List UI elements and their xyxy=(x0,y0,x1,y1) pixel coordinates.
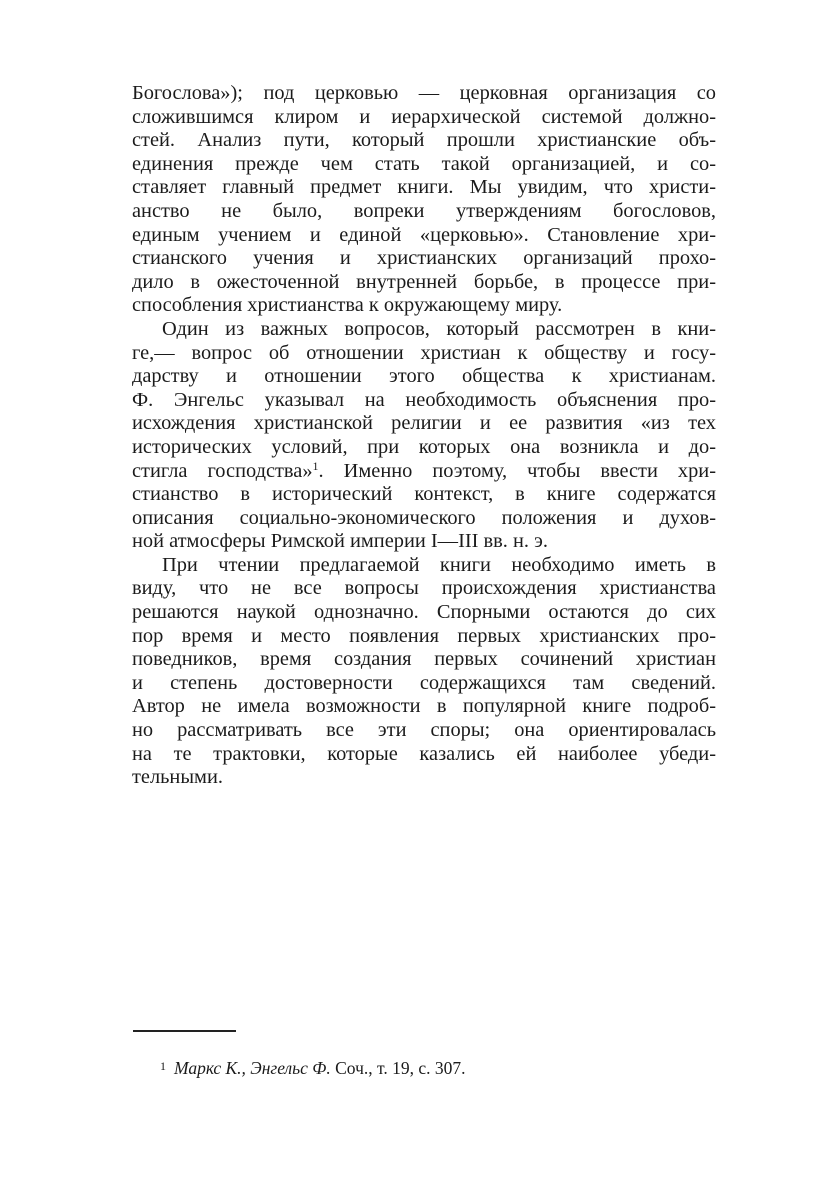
footnote-mark: 1 xyxy=(160,1059,166,1073)
text-line: ставляет главный предмет книги. Мы увидим, что христи- xyxy=(132,176,716,199)
paragraph-2 xyxy=(132,318,716,554)
footnote-authors: Маркс К., Энгельс Ф. xyxy=(174,1058,331,1078)
text-line: ге,— вопрос об отношении христиан к обществу и госу- xyxy=(132,341,716,364)
text-line: описания социально-экономического положения и духов- xyxy=(132,506,716,529)
text-line: стианского учения и христианских организаций прохо- xyxy=(132,247,716,270)
footnote-reference: 1 xyxy=(312,458,319,473)
text-line: решаются наукой однозначно. Спорными остаются до сих xyxy=(132,601,716,624)
text-line: Автор не имела возможности в популярной книге подроб- xyxy=(132,695,716,718)
text-line: способления христианства к окружающему миру. xyxy=(132,294,563,317)
text-line: единения прежде чем стать такой организацией, и со- xyxy=(132,152,716,175)
footnote xyxy=(160,1055,465,1079)
text-line: дило в ожесточенной внутренней борьбе, в процессе при- xyxy=(132,270,716,293)
text-line: но рассматривать все эти споры; она ориентировалась xyxy=(132,719,716,742)
text-line: Ф. Энгельс указывал на необходимость объяснения про- xyxy=(132,388,716,411)
text-line: единым учением и единой «церковью». Становление хри- xyxy=(132,223,716,246)
text-fragment: стигла господства» xyxy=(132,459,313,482)
text-line: стей. Анализ пути, который прошли христианские объ- xyxy=(132,129,716,152)
text-line: стианство в исторический контекст, в книге содержатся xyxy=(132,483,716,506)
text-line: тельными. xyxy=(132,766,223,789)
paragraph-1 xyxy=(132,82,716,318)
text-line: поведников, время создания первых сочинений христиан xyxy=(132,648,716,671)
text-line: ной атмосферы Римской империи I—III вв. н. э. xyxy=(132,530,548,553)
main-text xyxy=(132,82,716,790)
text-line: исхождения христианской религии и ее развития «из тех xyxy=(132,412,716,435)
text-line: При чтении предлагаемой книги необходимо иметь в xyxy=(162,553,716,576)
text-line-with-footnote-ref xyxy=(132,460,716,484)
text-line: пор время и место появления первых христианских про- xyxy=(132,624,716,647)
footnote-source: Соч., т. 19, с. 307. xyxy=(330,1058,466,1078)
text-line: Один из важных вопросов, который рассмотрен в кни- xyxy=(162,317,716,340)
paragraph-3 xyxy=(132,554,716,790)
text-line: исторических условий, при которых она возникла и до- xyxy=(132,435,716,458)
footnote-separator xyxy=(133,1030,236,1032)
text-line: сложившимся клиром и иерархической системой должно- xyxy=(132,105,716,128)
text-line: дарству и отношении этого общества к христианам. xyxy=(132,365,716,388)
text-line: и степень достоверности содержащихся там сведений. xyxy=(132,671,716,694)
text-line: на те трактовки, которые казались ей наиболее убеди- xyxy=(132,742,716,765)
text-line: анство не было, вопреки утверждениям богословов, xyxy=(132,199,716,222)
text-line: виду, что не все вопросы происхождения христианства xyxy=(132,577,716,600)
text-line: Богослова»); под церковью — церковная организация со xyxy=(132,82,716,104)
text-fragment: . Именно поэтому, чтобы ввести хри- xyxy=(318,459,717,482)
